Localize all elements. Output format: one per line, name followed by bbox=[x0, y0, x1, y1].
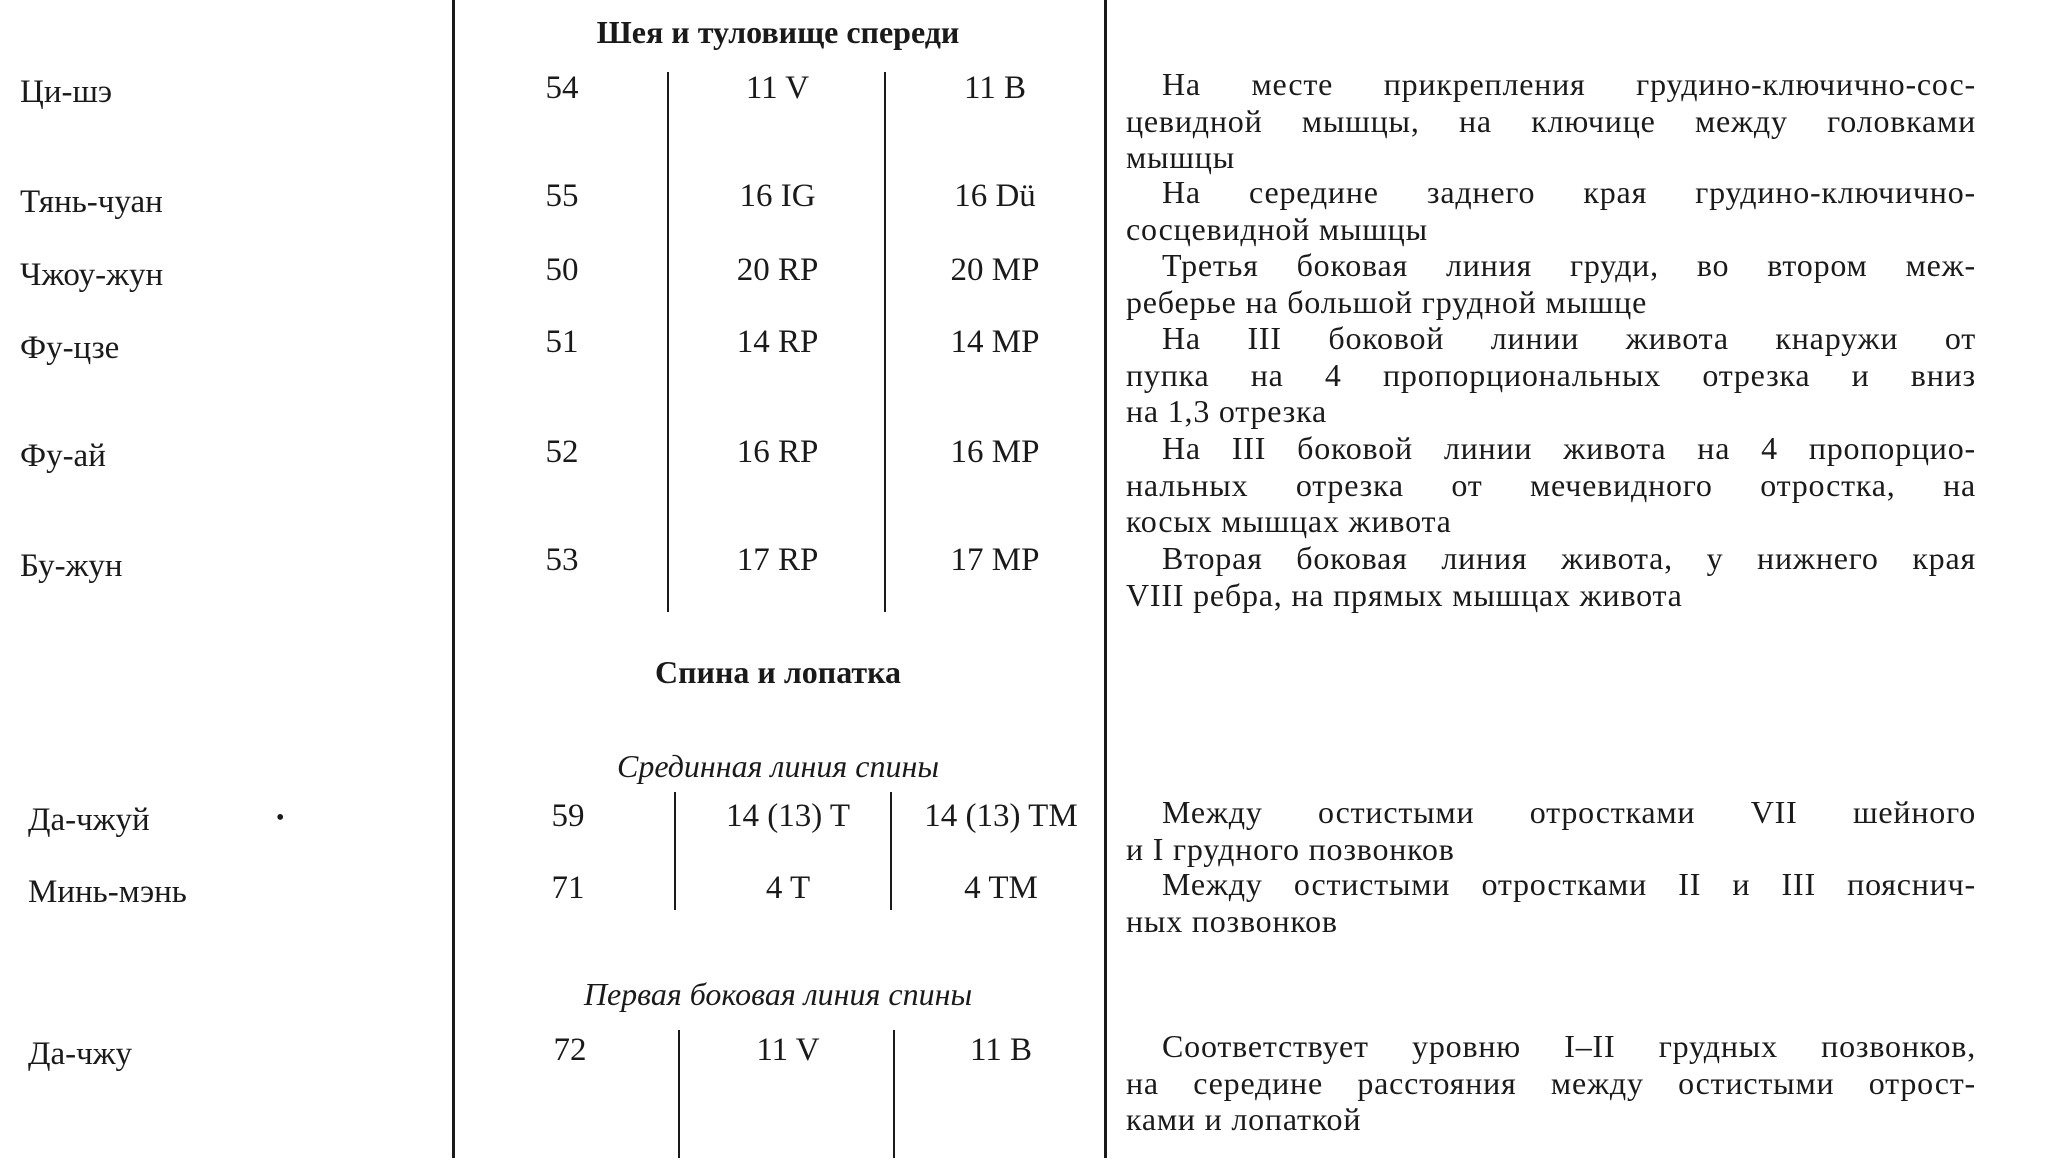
point-name: Бу-жун bbox=[20, 548, 123, 584]
section-heading: Спина и лопатка bbox=[654, 654, 902, 690]
description-line: На III боковой линии живота на 4 пропорцио- bbox=[1162, 430, 1976, 466]
point-description bbox=[1126, 430, 1976, 540]
point-code-a: 11 V bbox=[745, 70, 810, 106]
description-line: на середине расстояния между остистыми отрост- bbox=[1126, 1064, 1976, 1101]
description-line: пупка на 4 пропорциональных отрезка и вниз bbox=[1126, 356, 1976, 393]
point-name: Да-чжуй bbox=[28, 802, 150, 838]
bullet-dot: • bbox=[276, 805, 285, 831]
point-code-b: 11 B bbox=[969, 1032, 1033, 1068]
point-code-b: 4 TM bbox=[964, 870, 1038, 906]
point-name: Да-чжу bbox=[28, 1036, 133, 1072]
description-line: Третья боковая линия груди, во втором меж- bbox=[1162, 247, 1976, 283]
point-name: Тянь-чуан bbox=[20, 184, 163, 220]
col-divider-2 bbox=[893, 1030, 895, 1158]
point-description bbox=[1126, 320, 1976, 430]
point-code-a: 16 IG bbox=[739, 178, 816, 214]
description-line: реберье на большой грудной мышце bbox=[1126, 283, 1648, 320]
description-line: На месте прикрепления грудино-ключично-сос- bbox=[1162, 66, 1976, 102]
point-number: 50 bbox=[545, 252, 579, 288]
description-line: Между остистыми отростками II и III пояснич- bbox=[1162, 866, 1976, 902]
description-line: На III боковой линии живота кнаружи от bbox=[1162, 320, 1976, 356]
point-code-b: 14 MP bbox=[950, 324, 1040, 360]
description-line: косых мышцах живота bbox=[1126, 503, 1452, 539]
point-name: Минь-мэнь bbox=[28, 874, 187, 910]
description-line: Между остистыми отростками VII шейного bbox=[1162, 794, 1976, 830]
point-code-b: 16 MP bbox=[950, 434, 1040, 470]
point-name: Чжоу-жун bbox=[20, 257, 164, 293]
subsection-title: Первая боковая линия спины bbox=[583, 976, 973, 1012]
point-code-b: 20 MP bbox=[950, 252, 1040, 288]
description-line: ных позвонков bbox=[1126, 902, 1338, 939]
description-line: нальных отрезка от мечевидного отростка, на bbox=[1126, 466, 1976, 503]
point-number: 72 bbox=[553, 1032, 587, 1068]
point-number: 55 bbox=[545, 178, 579, 214]
point-code-a: 4 T bbox=[765, 870, 811, 906]
description-line: VIII ребра, на прямых мышцах живота bbox=[1126, 576, 1683, 613]
description-line: На середине заднего края грудино-ключично- bbox=[1162, 174, 1976, 210]
point-code-b: 14 (13) TM bbox=[924, 798, 1078, 834]
section-heading: Шея и туловище спереди bbox=[596, 14, 960, 50]
col-divider-2 bbox=[890, 792, 892, 910]
point-code-a: 14 (13) T bbox=[725, 798, 851, 834]
col-divider-1 bbox=[678, 1030, 680, 1158]
point-name: Ци-шэ bbox=[20, 74, 113, 110]
point-code-a: 14 RP bbox=[736, 324, 819, 360]
point-number: 54 bbox=[545, 70, 579, 106]
point-number: 53 bbox=[545, 542, 579, 578]
point-code-a: 20 RP bbox=[736, 252, 819, 288]
col-divider-1 bbox=[674, 792, 676, 910]
description-line: Вторая боковая линия живота, у нижнего края bbox=[1162, 540, 1976, 576]
point-code-b: 11 B bbox=[963, 70, 1027, 106]
point-number: 71 bbox=[551, 870, 585, 906]
point-number: 52 bbox=[545, 434, 579, 470]
table-right-rule bbox=[1104, 0, 1107, 1158]
point-name: Фу-ай bbox=[20, 438, 106, 474]
description-line: ками и лопаткой bbox=[1126, 1101, 1362, 1137]
description-line: Соответствует уровню I–II грудных позвонков, bbox=[1162, 1028, 1976, 1064]
description-line: на 1,3 отрезка bbox=[1126, 393, 1327, 429]
point-description bbox=[1126, 1028, 1976, 1138]
col-divider-2 bbox=[884, 72, 886, 612]
point-number: 59 bbox=[551, 798, 585, 834]
point-description bbox=[1126, 174, 1976, 247]
description-line: мышцы bbox=[1126, 139, 1236, 175]
point-description bbox=[1126, 66, 1976, 176]
point-description bbox=[1126, 794, 1976, 867]
col-divider-1 bbox=[667, 72, 669, 612]
point-code-b: 17 MP bbox=[950, 542, 1040, 578]
point-code-b: 16 Dü bbox=[954, 178, 1036, 214]
point-name: Фу-цзе bbox=[20, 330, 120, 366]
description-line: цевидной мышцы, на ключице между головками bbox=[1126, 102, 1976, 139]
point-number: 51 bbox=[545, 324, 579, 360]
point-code-a: 16 RP bbox=[736, 434, 819, 470]
point-code-a: 17 RP bbox=[736, 542, 819, 578]
point-code-a: 11 V bbox=[756, 1032, 820, 1068]
description-line: сосцевидной мышцы bbox=[1126, 210, 1428, 247]
subsection-title: Срединная линия спины bbox=[616, 748, 939, 784]
point-description bbox=[1126, 866, 1976, 939]
point-description bbox=[1126, 540, 1976, 613]
point-description bbox=[1126, 247, 1976, 320]
description-line: и I грудного позвонков bbox=[1126, 830, 1455, 867]
